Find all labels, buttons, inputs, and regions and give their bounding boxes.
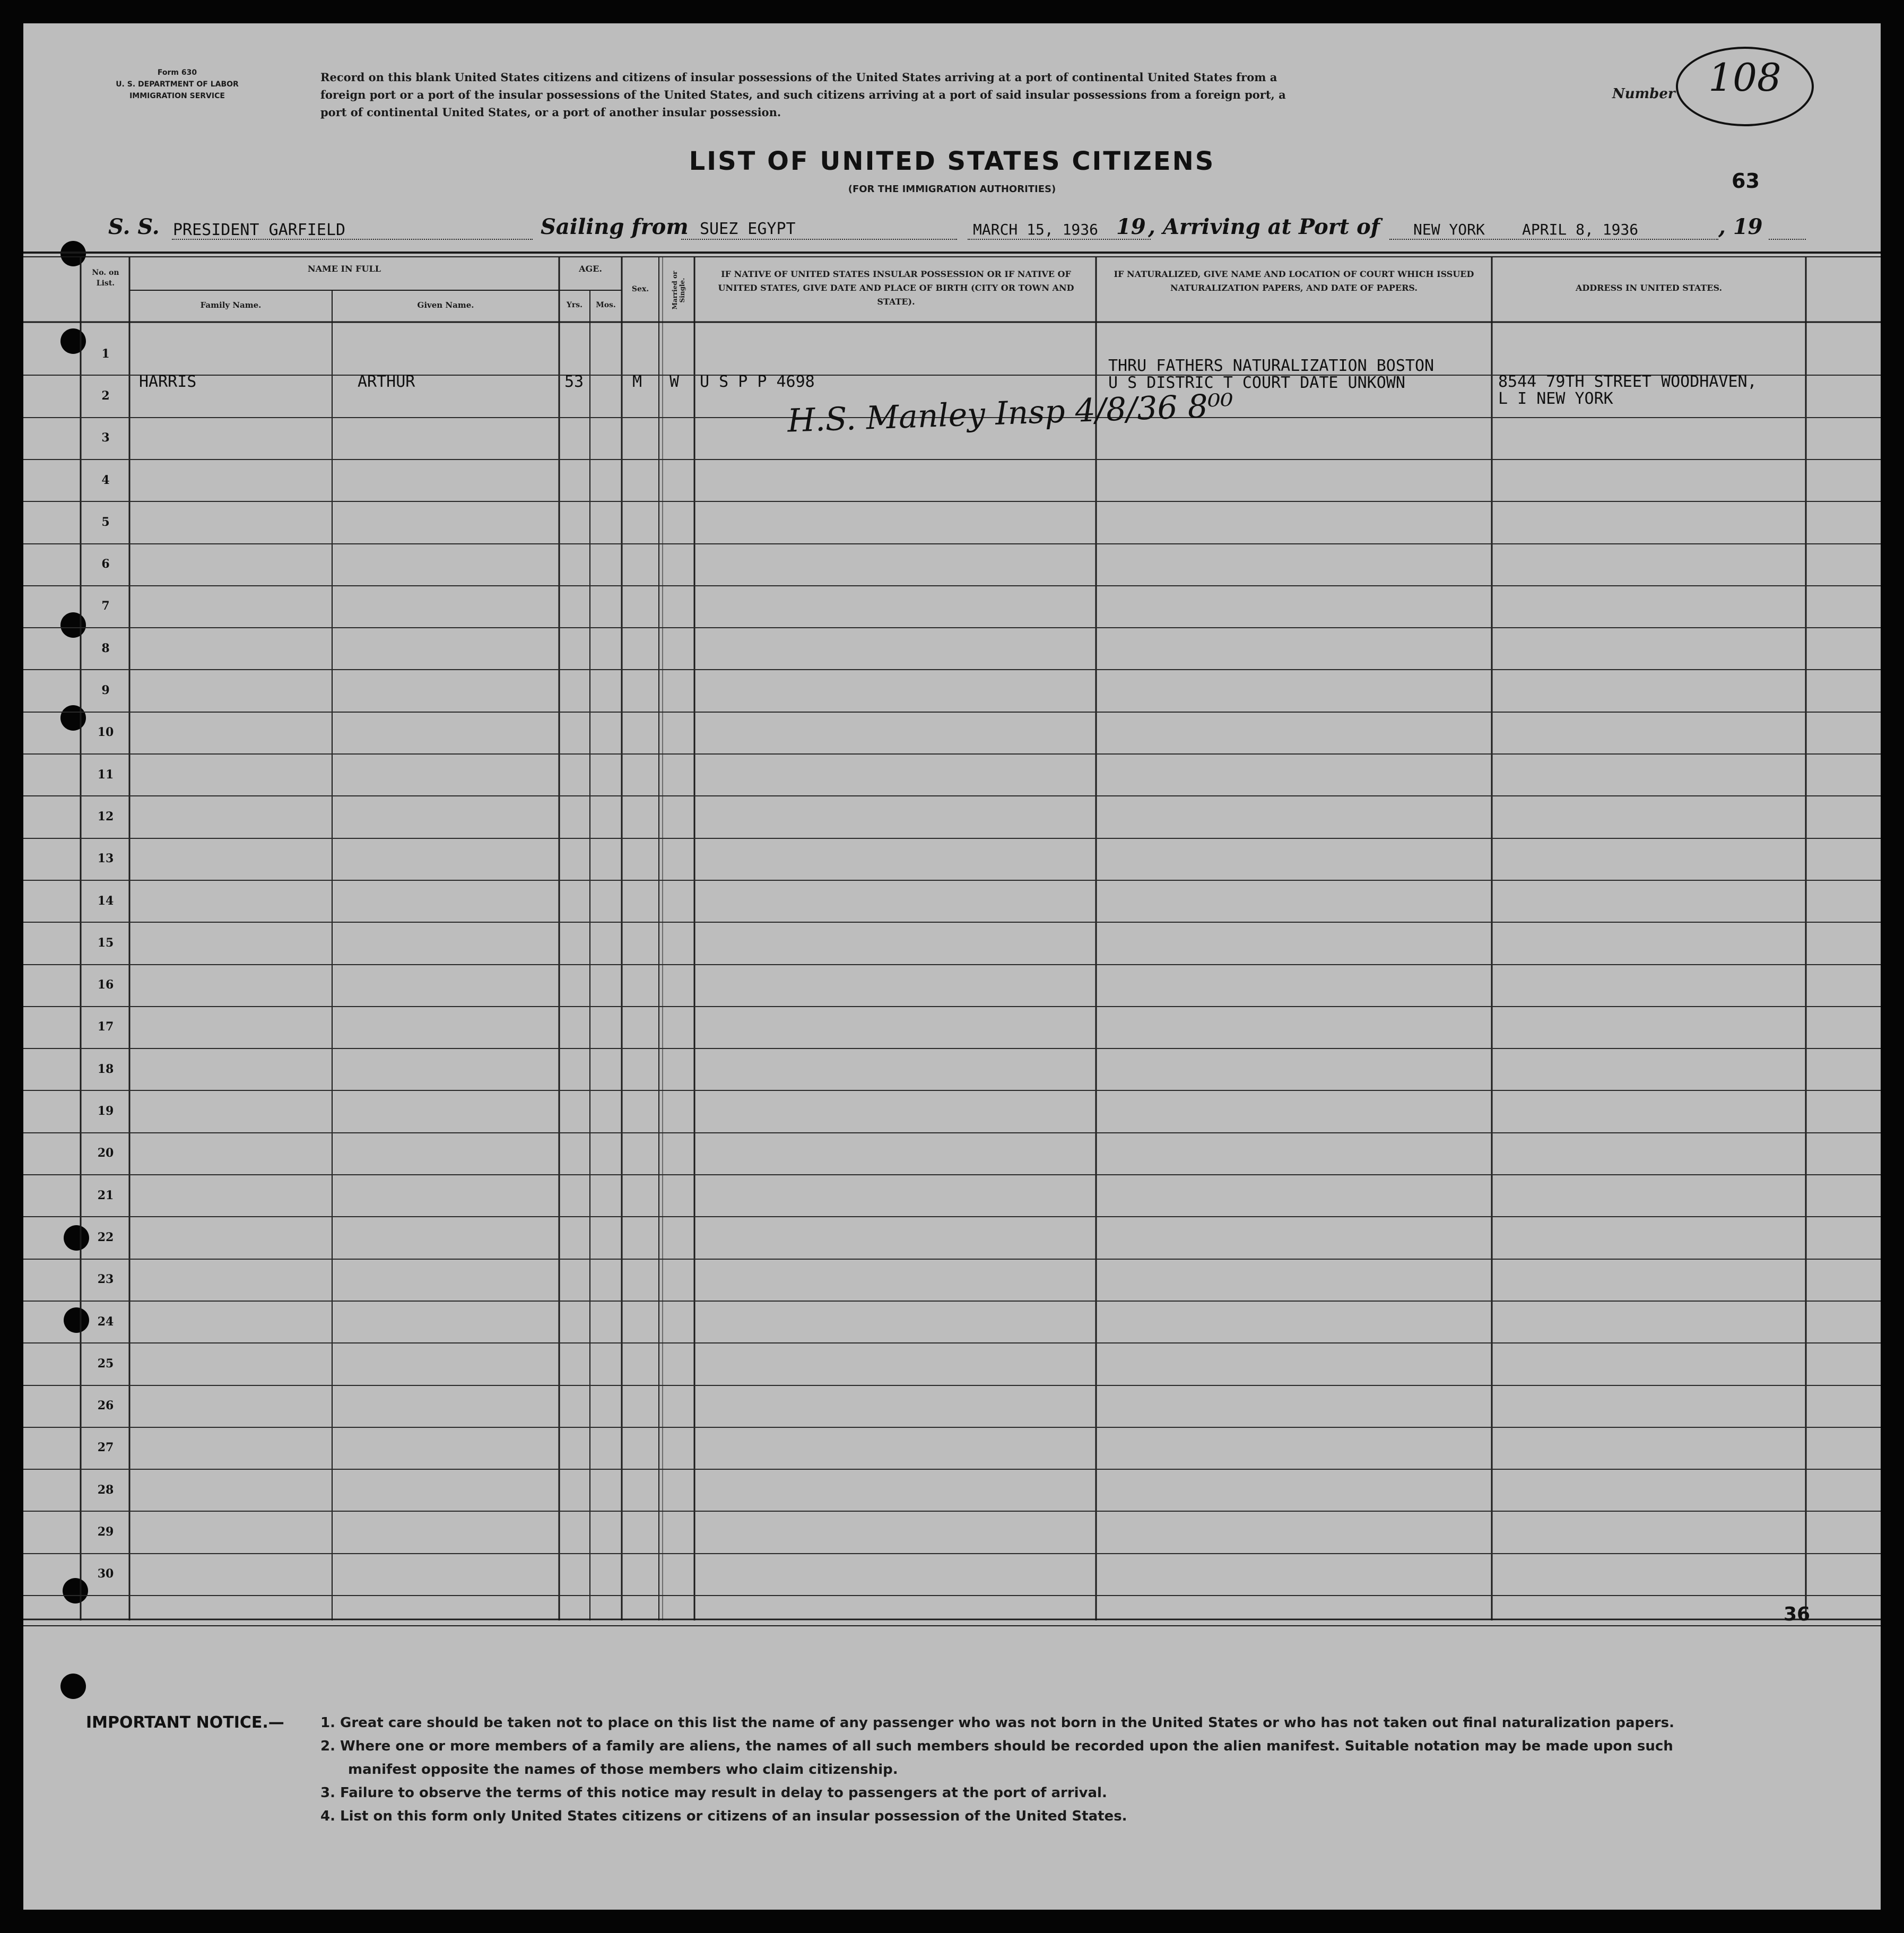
list-number: 108 — [1708, 55, 1781, 100]
row-number: 21 — [97, 1189, 114, 1202]
row-number: 4 — [101, 473, 110, 487]
header-given-name: Given Name. — [417, 300, 474, 310]
row-number: 24 — [97, 1315, 114, 1329]
form-number: Form 630 — [157, 68, 197, 77]
sailing-date: MARCH 15, 1936 — [973, 221, 1099, 238]
arrival-port: NEW YORK — [1413, 221, 1485, 238]
header-address: ADDRESS IN UNITED STATES. — [1575, 283, 1723, 293]
notice-item-2: 2. Where one or more members of a family are aliens, the names of all such members should be recorded upon the alien manifest. Suitable notation may be made upon such — [320, 1738, 1673, 1754]
department-name: U. S. DEPARTMENT OF LABOR — [116, 80, 239, 89]
entry-birth-info: U S P P 4698 — [700, 372, 815, 391]
handwritten-inspector-annotation: H.S. Manley Insp 4/8/36 8⁰⁰ — [787, 387, 1234, 440]
entry-address-line2: L I NEW YORK — [1498, 389, 1613, 408]
row-number: 3 — [101, 431, 110, 445]
row-number: 17 — [97, 1020, 114, 1034]
row-number: 26 — [97, 1399, 114, 1412]
row-number: 23 — [97, 1272, 114, 1286]
ship-name: PRESIDENT GARFIELD — [173, 221, 346, 239]
row-number: 16 — [97, 978, 114, 992]
row-number: 7 — [101, 599, 110, 613]
row-number: 29 — [97, 1525, 114, 1539]
header-no-on-list: No. on List. — [92, 268, 119, 288]
entry-naturalization-line1: THRU FATHERS NATURALIZATION BOSTON — [1108, 357, 1434, 375]
header-married-single-text: Married or Single. — [671, 271, 686, 310]
row-number: 15 — [97, 936, 114, 950]
ss-label: S. S. — [108, 214, 160, 239]
header-yrs: Yrs. — [566, 301, 583, 309]
arriving-label: , Arriving at Port of — [1148, 214, 1380, 239]
header-married-single — [663, 261, 694, 319]
page-stamp-number: 63 — [1732, 169, 1760, 193]
notice-item-3: 3. Failure to observe the terms of this notice may result in delay to passengers at the port of arrival. — [320, 1785, 1107, 1801]
entry-age-years: 53 — [564, 372, 584, 391]
header-naturalized: IF NATURALIZED, GIVE NAME AND LOCATION OF COURT WHICH ISSUED NATURALIZATION PAPERS, AND DATE OF PAPERS. — [1114, 269, 1474, 293]
year-prefix-1: 19 — [1116, 214, 1146, 239]
sailing-from: SUEZ EGYPT — [700, 220, 796, 238]
notice-label: IMPORTANT NOTICE.— — [86, 1713, 284, 1732]
row-number: 19 — [97, 1104, 114, 1118]
notice-item-2-continued: manifest opposite the names of those members who claim citizenship. — [348, 1762, 898, 1778]
row-number: 1 — [101, 347, 110, 361]
row-number: 14 — [97, 894, 114, 908]
row-number: 13 — [97, 852, 114, 865]
document-page — [23, 23, 1881, 1910]
row-number: 28 — [97, 1483, 114, 1497]
row-number: 9 — [101, 683, 110, 697]
row-number: 6 — [101, 557, 110, 571]
page-subtitle: (FOR THE IMMIGRATION AUTHORITIES) — [848, 184, 1056, 195]
row-number: 20 — [97, 1146, 114, 1160]
service-name: IMMIGRATION SERVICE — [129, 92, 225, 100]
entry-address-line1: 8544 79TH STREET WOODHAVEN, — [1498, 372, 1757, 391]
row-number: 8 — [101, 642, 110, 655]
footer-stamp-number: 36 — [1784, 1603, 1811, 1625]
entry-naturalization-line2: U S DISTRIC T COURT DATE UNKOWN — [1108, 374, 1405, 392]
entry-given-name: ARTHUR — [358, 372, 415, 391]
row-number: 11 — [97, 768, 114, 782]
header-sex: Sex. — [631, 285, 649, 293]
year-prefix-2: , 19 — [1718, 214, 1763, 239]
number-label: Number — [1612, 86, 1675, 102]
page-title: LIST OF UNITED STATES CITIZENS — [689, 146, 1215, 176]
header-birth: IF NATIVE OF UNITED STATES INSULAR POSSESSION OR IF NATIVE OF UNITED STATES, GIVE DATE AND PLACE OF BIRTH (CITY OR TOWN AND STATE). — [718, 269, 1074, 307]
intro-instructions: Record on this blank United States citizens and citizens of insular possessions of the United States arriving at a port of continental United States from a foreign port or a port of the insular possessions of the United States, and such citizens arriving at a port of said insular possessions from a foreign port, a port of continental United States, or a port of another insular possession. — [320, 71, 1286, 119]
notice-item-1: 1. Great care should be taken not to place on this list the name of any passenger who was not born in the United States or who has not taken out final naturalization papers. — [320, 1715, 1674, 1731]
row-number: 2 — [101, 389, 110, 403]
sailing-label: Sailing from — [541, 214, 689, 239]
row-number: 22 — [97, 1230, 114, 1244]
entry-sex: M — [632, 372, 642, 391]
row-number: 30 — [97, 1567, 114, 1581]
row-number: 25 — [97, 1357, 114, 1371]
entry-married-single: W — [670, 372, 680, 391]
header-age: AGE. — [579, 264, 602, 274]
arrival-date: APRIL 8, 1936 — [1522, 221, 1639, 238]
row-number: 5 — [101, 515, 110, 529]
row-number: 12 — [97, 810, 114, 824]
entry-family-name: HARRIS — [139, 372, 197, 391]
row-number: 27 — [97, 1441, 114, 1454]
notice-item-4: 4. List on this form only United States citizens or citizens of an insular possession of the United States. — [320, 1808, 1127, 1824]
header-family-name: Family Name. — [200, 300, 262, 310]
header-name-in-full: NAME IN FULL — [307, 264, 381, 274]
row-number: 18 — [97, 1062, 114, 1076]
header-mos: Mos. — [596, 301, 616, 309]
row-number: 10 — [97, 725, 114, 739]
